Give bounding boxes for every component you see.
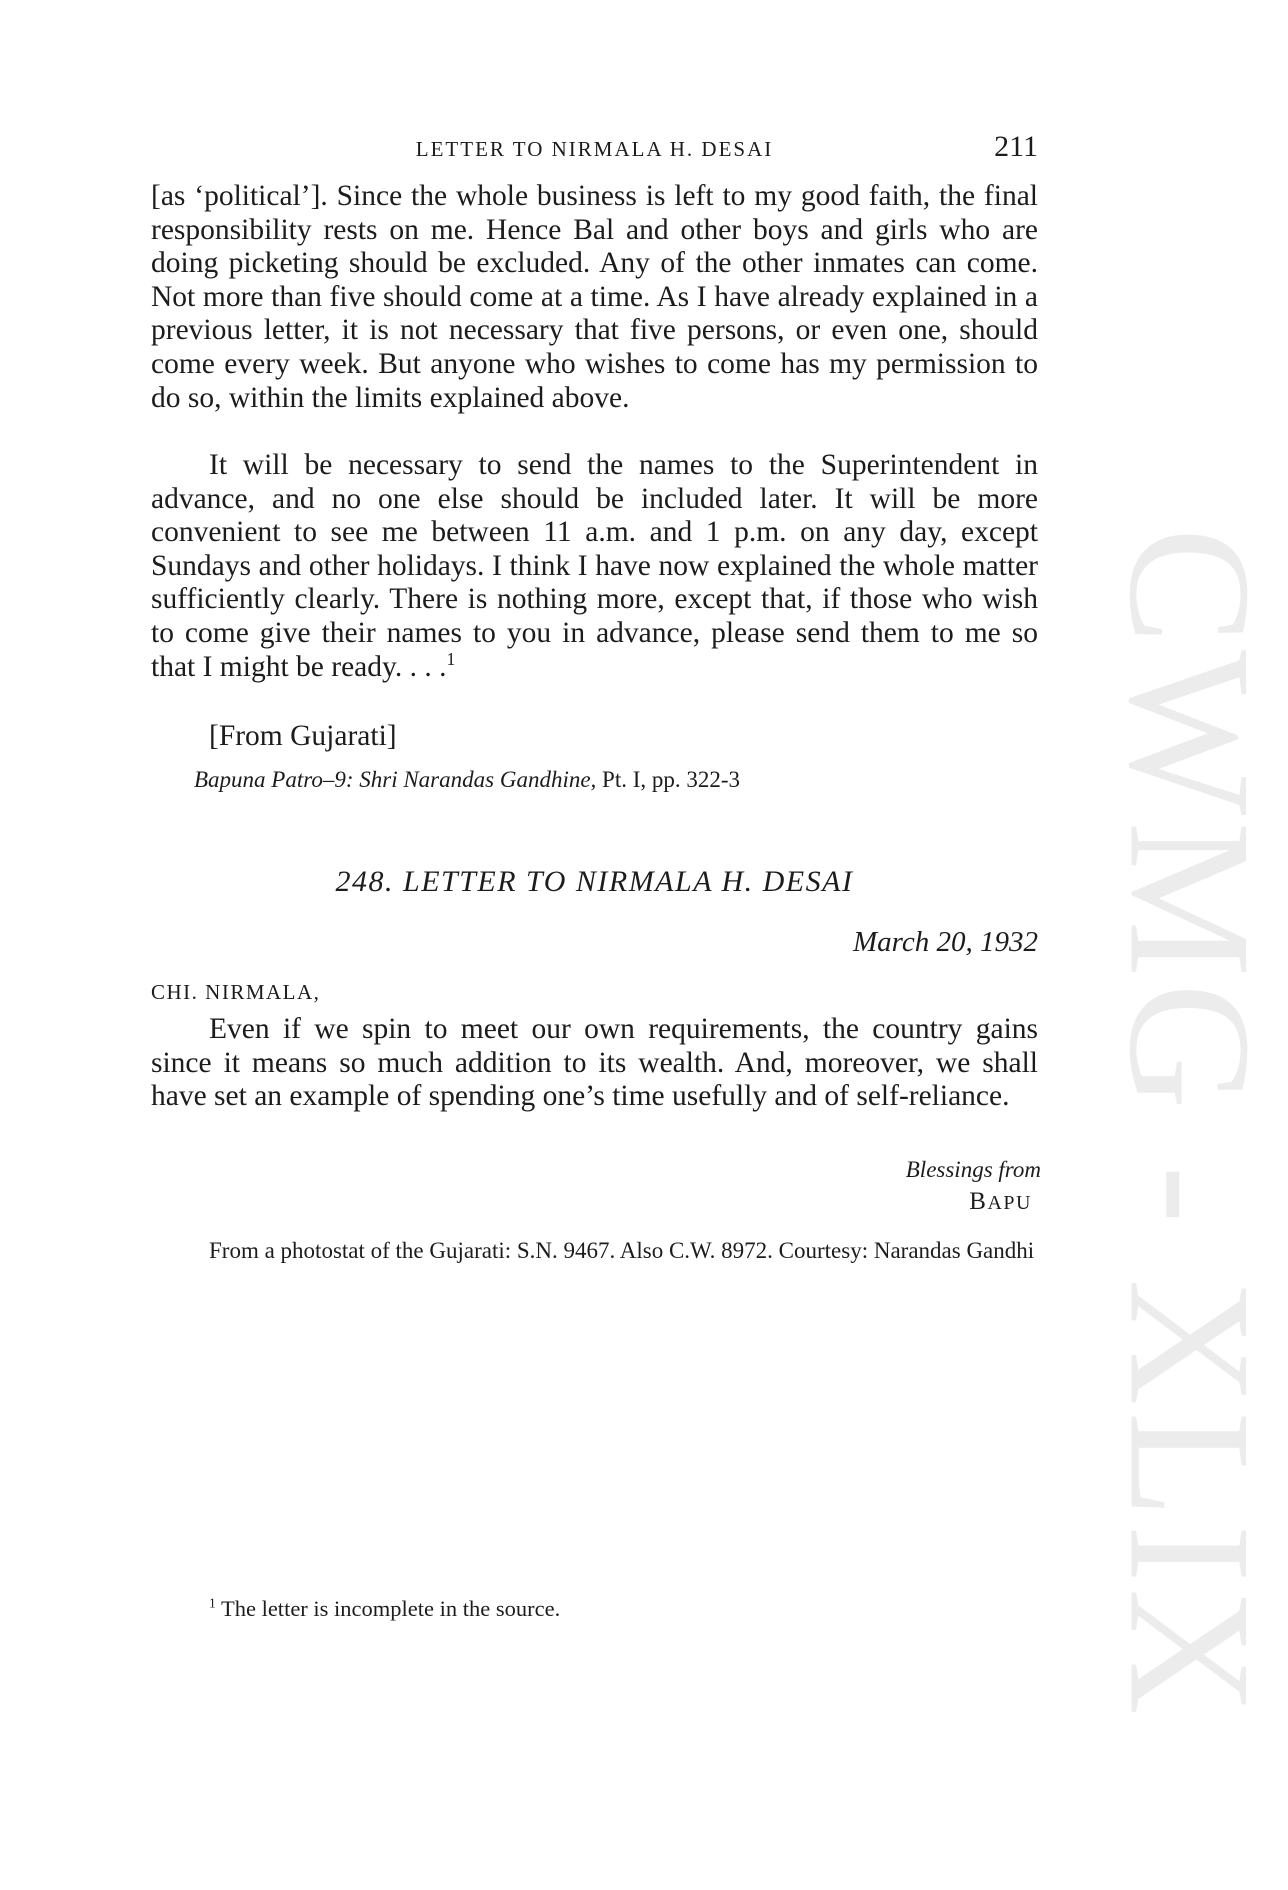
paragraph-political: [as ‘political’]. Since the whole business is left to my good faith, the final responsibility rests on me. Hence Bal and other boys and girls who are doing picketing should be excluded. Any of the other inmates can come. Not more than five should come at a time. As I have already explained in a previous letter, it is not necessary that five persons, or even one, should come every week. But anyone who wishes to come has my permission to do so, within the limits explained above. [151, 180, 1038, 414]
source-title: Bapuna Patro–9: Shri Narandas Gandhine, [194, 767, 597, 792]
signature [969, 1188, 1032, 1216]
footnote-text: The letter is incomplete in the source. [215, 1596, 561, 1621]
letter-body: Even if we spin to meet our own requirements, the country gains since it means so much addition to its wealth. And, moreover, we shall have set an example of spending one’s time usefully and of self-reliance. [151, 1013, 1038, 1113]
letter-date: March 20, 1932 [853, 926, 1038, 958]
signature-rest: APU [987, 1192, 1032, 1214]
letter-heading: 248. LETTER TO NIRMALA H. DESAI [335, 865, 854, 898]
signoff: Blessings from [905, 1157, 1041, 1182]
footnote [209, 1596, 560, 1622]
footnote-marker: 1 [209, 1595, 216, 1611]
signature-initial: B [969, 1188, 988, 1215]
running-title: LETTER TO NIRMALA H. DESAI [415, 137, 774, 161]
page-header [151, 130, 1038, 170]
language-note: [From Gujarati] [209, 720, 397, 752]
footnote-ref: 1 [446, 648, 456, 669]
paragraph-superintendent-text: It will be necessary to send the names to the Superintendent in advance, and no one else should be included later. It will be more convenient to see me between 11 a.m. and 1 p.m. on any day, except Sundays and other holidays. I think I have now explained the whole matter sufficiently clearly. There is nothing more, except that, if those who wish to come give their names to you in advance, please send them to me so that I might be ready. . . . [151, 449, 1038, 683]
courtesy-note: From a photostat of the Gujarati: S.N. 9467. Also C.W. 8972. Courtesy: Narandas Gandhi [209, 1238, 1035, 1263]
page-number: 211 [994, 130, 1038, 163]
salutation: CHI. NIRMALA, [151, 980, 321, 1004]
source-citation [194, 767, 1081, 793]
watermark-text: CWMG - XLIX [1093, 527, 1288, 1722]
paragraph-superintendent [151, 449, 1038, 684]
source-pages: Pt. I, pp. 322-3 [596, 767, 741, 792]
